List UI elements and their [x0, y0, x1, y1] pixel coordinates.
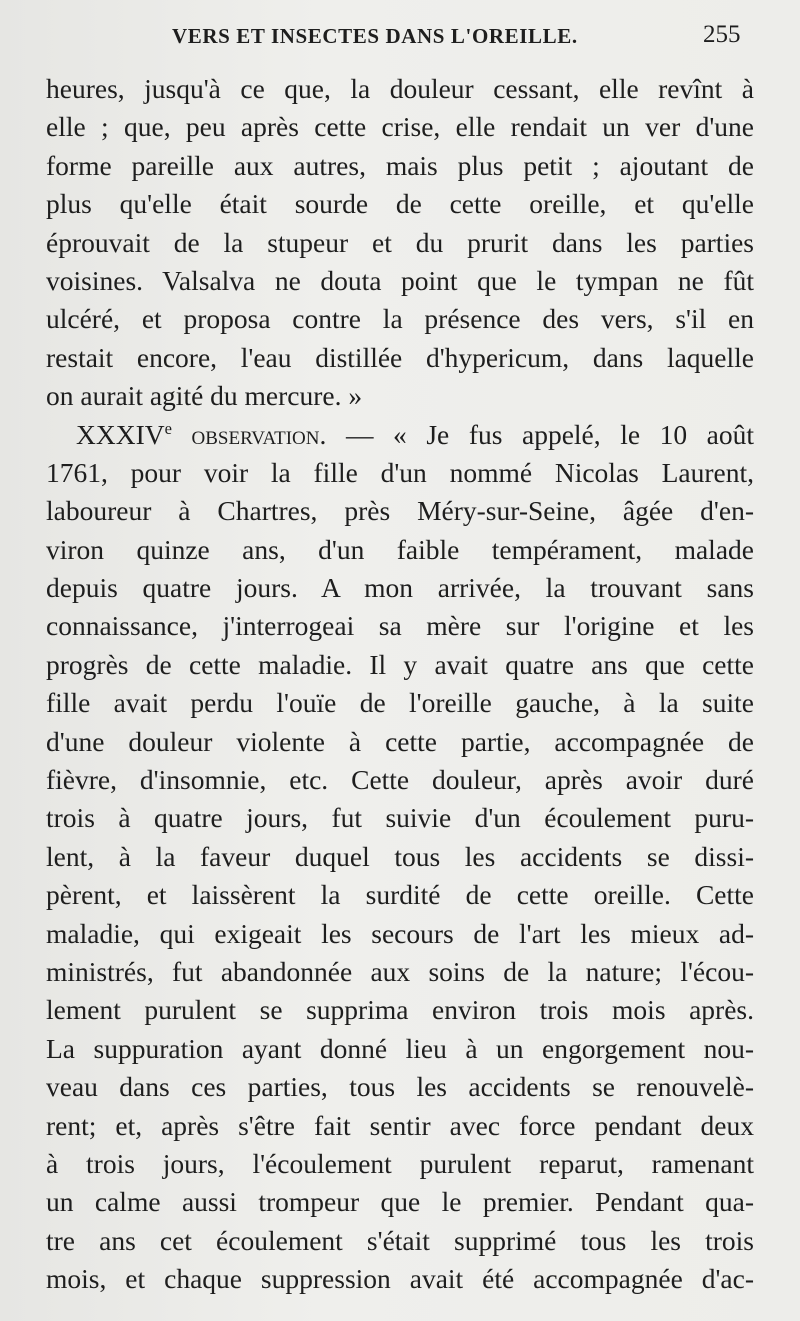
- text-line: pèrent, et laissèrent la surdité de cette oreille. Cette: [46, 879, 754, 911]
- observation-numeral-suffix: e: [164, 418, 172, 438]
- text-line: forme pareille aux autres, mais plus petit ; ajoutant de: [46, 149, 754, 181]
- text-line: on aurait agité du mercure. »: [46, 380, 363, 412]
- text-line: d'une douleur violente à cette partie, accompagnée de: [46, 725, 754, 757]
- text-line: rent; et, après s'être fait sentir avec force pendant deux: [46, 1109, 754, 1141]
- text-line: La suppuration ayant donné lieu à un engorgement nou-: [46, 1032, 754, 1064]
- text-line: heures, jusqu'à ce que, la douleur cessant, elle revînt à: [46, 73, 754, 104]
- page-header: [0, 21, 800, 54]
- text-line: ulcéré, et proposa contre la présence des vers, s'il en: [46, 303, 754, 335]
- text-line: trois à quatre jours, fut suivie d'un écoulement puru-: [46, 802, 754, 834]
- text-line: veau dans ces parties, tous les accidents se renouvelè-: [46, 1071, 754, 1103]
- observation-first-line: — « Je fus appelé, le 10 août: [345, 418, 755, 450]
- text-line: éprouvait de la stupeur et du prurit dans les parties: [46, 226, 754, 258]
- text-line: lent, à la faveur duquel tous les accidents se dissi-: [46, 840, 754, 872]
- observation-numeral: XXXIV: [76, 418, 165, 450]
- text-line: depuis quatre jours. A mon arrivée, la trouvant sans: [46, 572, 754, 604]
- text-line: maladie, qui exigeait les secours de l'art les mieux ad-: [46, 917, 754, 949]
- text-line: progrès de cette maladie. Il y avait quatre ans que cette: [46, 648, 754, 680]
- text-line: restait encore, l'eau distillée d'hypericum, dans laquelle: [46, 341, 754, 373]
- text-line: plus qu'elle était sourde de cette oreille, et qu'elle: [46, 188, 754, 220]
- text-line: ministrés, fut abandonnée aux soins de la nature; l'écou-: [46, 955, 754, 987]
- text-line: 1761, pour voir la fille d'un nommé Nicolas Laurent,: [46, 456, 754, 488]
- text-line: laboureur à Chartres, près Méry-sur-Seine, âgée d'en-: [46, 495, 754, 527]
- text-line: à trois jours, l'écoulement purulent reparut, ramenant: [46, 1147, 754, 1179]
- text-line: connaissance, j'interrogeai sa mère sur l'origine et les: [46, 610, 754, 642]
- running-head: VERS ET INSECTES DANS L'OREILLE.: [172, 24, 578, 48]
- observation-heading: observation.: [191, 418, 327, 450]
- text-line: lement purulent se supprima environ trois mois après.: [46, 994, 754, 1026]
- text-line: tre ans cet écoulement s'était supprimé tous les trois: [46, 1224, 754, 1256]
- text-line: mois, et chaque suppression avait été accompagnée d'ac-: [46, 1263, 754, 1295]
- body-text: [46, 70, 754, 1299]
- observation-heading-line: [46, 416, 754, 454]
- text-line: un calme aussi trompeur que le premier. Pendant qua-: [46, 1186, 754, 1218]
- text-line: elle ; que, peu après cette crise, elle rendait un ver d'une: [46, 111, 754, 143]
- text-line: fièvre, d'insomnie, etc. Cette douleur, après avoir duré: [46, 764, 754, 796]
- text-line: viron quinze ans, d'un faible tempérament, malade: [46, 533, 754, 565]
- page-number: 255: [703, 21, 741, 48]
- text-line: voisines. Valsalva ne douta point que le tympan ne fût: [46, 264, 754, 296]
- text-line: fille avait perdu l'ouïe de l'oreille gauche, à la suite: [46, 687, 754, 719]
